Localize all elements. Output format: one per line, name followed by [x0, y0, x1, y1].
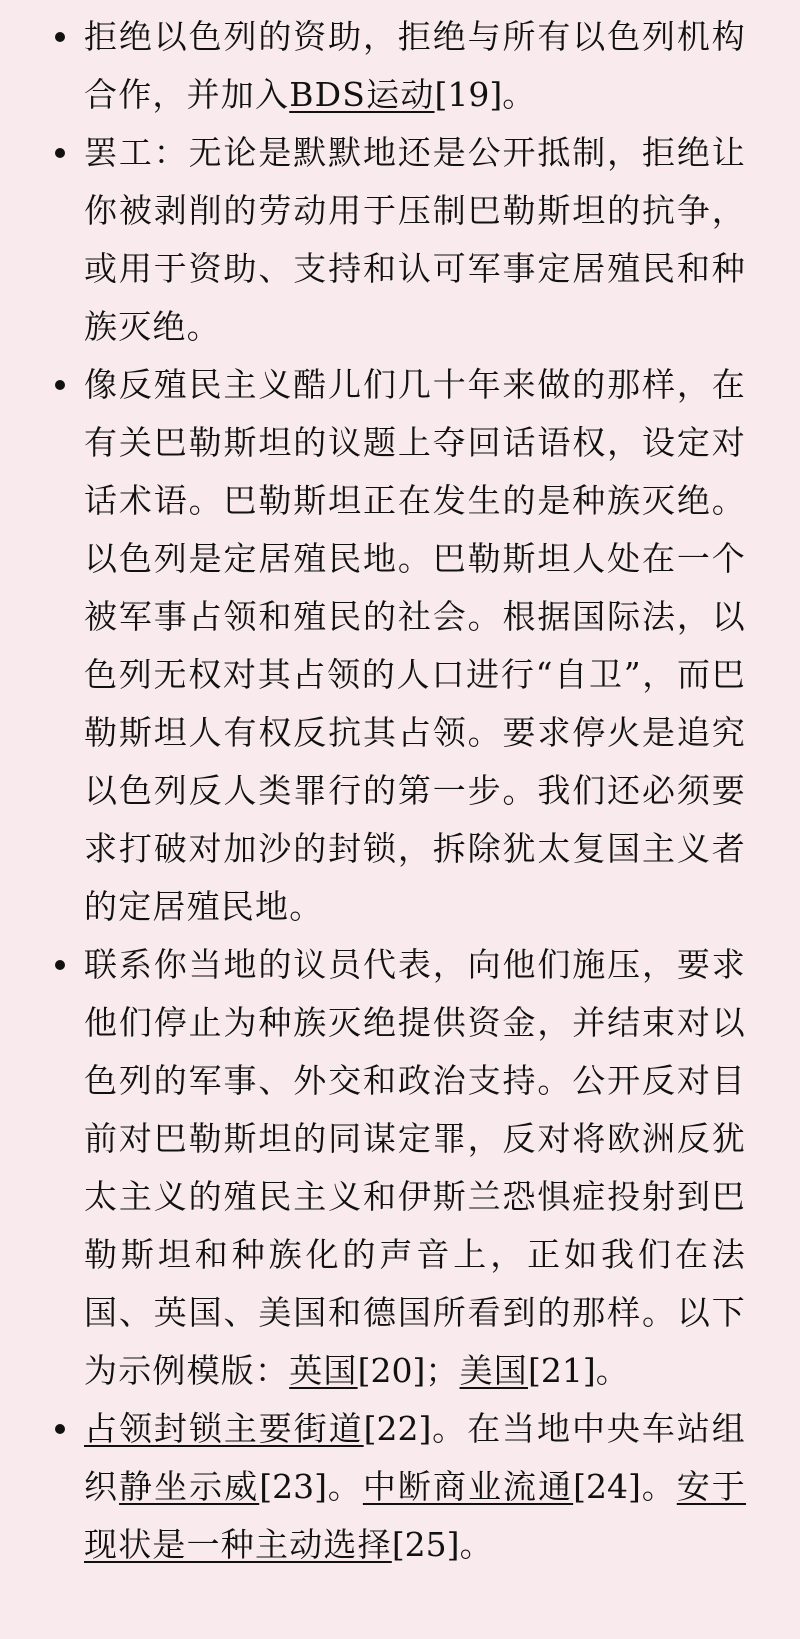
- sit-in-link[interactable]: 静坐示威: [119, 1467, 260, 1506]
- list-item-direct-action: [0, 1400, 800, 1574]
- ref-22[interactable]: [22]: [363, 1409, 432, 1448]
- action-list: [0, 8, 800, 1574]
- list-item-reject-funding: [0, 8, 800, 124]
- list-item-contact-representatives: [0, 936, 800, 1400]
- item-text-end: 。: [595, 1351, 630, 1390]
- item-text: 罢工：无论是默默地还是公开抵制，拒绝让你被剥削的劳动用于压制巴勒斯坦的抗争，或用于资助、支持和认可军事定居殖民和种族灭绝。: [84, 133, 746, 346]
- bds-movement-link[interactable]: BDS运动: [289, 75, 435, 114]
- ref-20[interactable]: [20]: [357, 1351, 426, 1390]
- article-body: [0, 8, 800, 1574]
- item-text: 。在当地中央车站组织: [84, 1409, 746, 1506]
- bullet-dot: [55, 960, 65, 970]
- item-text-end: 。: [502, 75, 537, 114]
- bullet-dot: [55, 380, 65, 390]
- disrupt-commerce-link[interactable]: 中断商业流通: [362, 1467, 574, 1506]
- item-text: 像反殖民主义酷儿们几十年来做的那样，在有关巴勒斯坦的议题上夺回话语权，设定对话术语。巴勒斯坦正在发生的是种族灭绝。以色列是定居殖民地。巴勒斯坦人处在一个被军事占领和殖民的社会。根据国际法，以色列无权对其占领的人口进行“自卫”，而巴勒斯坦人有权反抗其占领。要求停火是追究以色列反人类罪行的第一步。我们还必须要求打破对加沙的封锁，拆除犹太复国主义者的定居殖民地。: [84, 365, 746, 926]
- item-text: 。: [640, 1467, 677, 1506]
- occupy-streets-link[interactable]: 占领封锁主要街道: [84, 1409, 364, 1448]
- bullet-dot: [55, 148, 65, 158]
- ref-19[interactable]: [19]: [434, 75, 503, 114]
- ref-21[interactable]: [21]: [527, 1351, 596, 1390]
- ref-25[interactable]: [25]: [391, 1525, 460, 1564]
- bullet-dot: [55, 32, 65, 42]
- uk-template-link[interactable]: 英国: [289, 1351, 358, 1390]
- list-item-strike: [0, 124, 800, 356]
- item-text: 拒绝以色列的资助，拒绝与所有以色列机构合作，并加入: [84, 17, 746, 114]
- status-quo-choice-link[interactable]: 安于现状是一种主动选择: [84, 1467, 747, 1564]
- ref-23[interactable]: [23]: [259, 1467, 327, 1506]
- item-text: 联系你当地的议员代表，向他们施压，要求他们停止为种族灭绝提供资金，并结束对以色列的军事、外交和政治支持。公开反对目前对巴勒斯坦的同谋定罪，反对将欧洲反犹太主义的殖民主义和伊斯兰恐惧症投射到巴勒斯坦和种族化的声音上，正如我们在法国、英国、美国和德国所看到的那样。以下为示例模版：: [84, 945, 746, 1390]
- ref-24[interactable]: [24]: [573, 1467, 641, 1506]
- bullet-dot: [55, 1424, 65, 1434]
- item-separator: ；: [425, 1351, 460, 1390]
- item-text: 。: [326, 1467, 363, 1506]
- us-template-link[interactable]: 美国: [459, 1351, 528, 1390]
- list-item-reclaim-narrative: [0, 356, 800, 936]
- item-text-end: 。: [459, 1525, 494, 1564]
